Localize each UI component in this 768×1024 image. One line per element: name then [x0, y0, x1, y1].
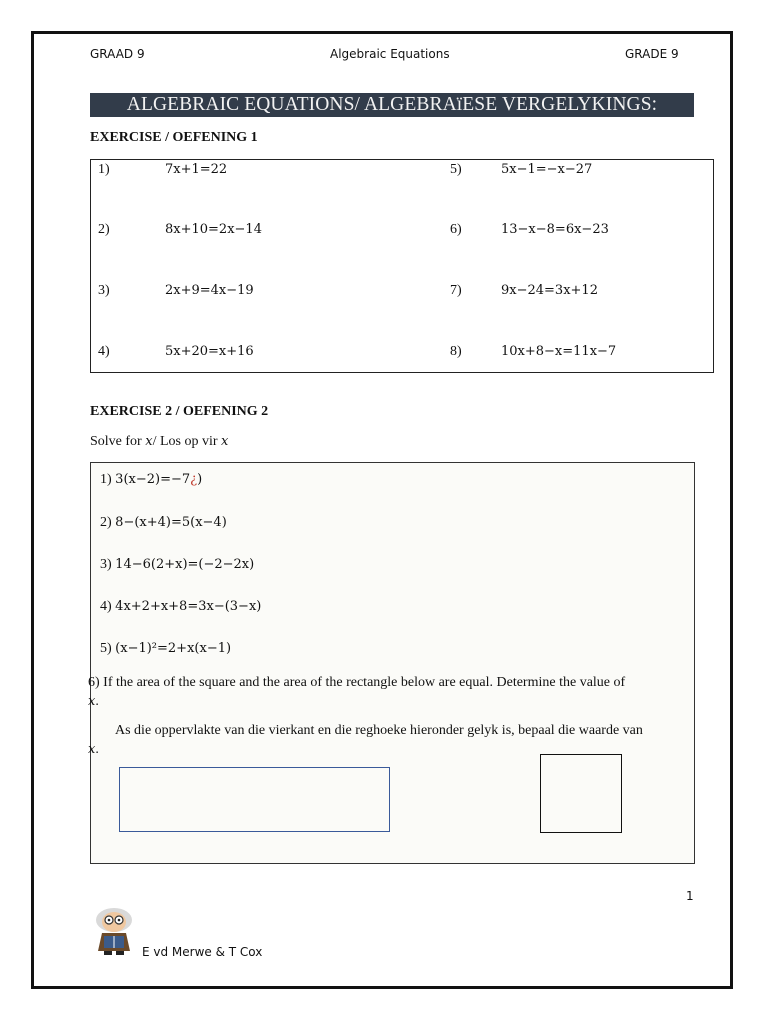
ex1-equation: 2x+9=4x−19: [165, 283, 254, 298]
ex2-expression: (x−1)²=2+x(x−1): [115, 641, 232, 656]
ex1-equation: 10x+8−x=11x−7: [501, 344, 617, 359]
ex2-expression: 4x+2+x+8=3x−(3−x): [115, 599, 262, 614]
ex1-item-num: 2): [98, 222, 110, 237]
ex2-question-num: 5): [100, 641, 112, 656]
ex2-expression: 8−(x+4)=5(x−4): [115, 515, 227, 530]
ex2-question-num: 3): [100, 557, 112, 572]
q6-english-text: 6) If the area of the square and the area of the rectangle below are equal. Determine the value of: [88, 675, 626, 690]
exercise1-heading: EXERCISE / OEFENING 1: [90, 130, 258, 145]
q6-english: 6) If the area of the square and the area of the rectangle below are equal. Determine the value of x.: [88, 675, 626, 709]
ex1-item-num: 3): [98, 283, 110, 298]
ex1-item-num: 5): [450, 162, 462, 177]
header-center: Algebraic Equations: [330, 47, 450, 61]
footer-author: E vd Merwe & T Cox: [142, 945, 263, 959]
instruction-prefix: Solve for: [90, 434, 146, 449]
page-number: 1: [686, 889, 694, 903]
q6-afrikaans-text: As die oppervlakte van die vierkant en die reghoeke hieronder gelyk is, bepaal die waarde van: [115, 723, 643, 738]
professor-logo-icon: [88, 903, 144, 959]
ex2-red-glyph: ¿: [190, 472, 198, 487]
exercise2-box: [90, 462, 695, 864]
page-title: ALGEBRAIC EQUATIONS/ ALGEBRAïESE VERGELYKINGS:: [90, 93, 694, 117]
ex2-question: [100, 515, 227, 531]
ex1-equation: 9x−24=3x+12: [501, 283, 598, 298]
ex1-item-num: 8): [450, 344, 462, 359]
ex1-item-num: 6): [450, 222, 462, 237]
ex1-item-num: 1): [98, 162, 110, 177]
header-left: GRAAD 9: [90, 47, 145, 61]
instruction-var: x: [145, 434, 153, 449]
q6-english-var: x: [88, 694, 96, 709]
ex2-trail: ): [197, 472, 203, 487]
ex1-equation: 8x+10=2x−14: [165, 222, 262, 237]
square-figure: [540, 754, 622, 833]
ex2-question-num: 4): [100, 599, 112, 614]
q6-afrikaans-var: x: [88, 742, 96, 757]
exercise2-instruction: [90, 434, 228, 450]
ex1-item-num: 4): [98, 344, 110, 359]
ex1-equation: 5x+20=x+16: [165, 344, 254, 359]
exercise2-heading: EXERCISE 2 / OEFENING 2: [90, 404, 269, 419]
ex2-question-num: 2): [100, 515, 112, 530]
ex2-expression: 3(x−2)=−7: [115, 472, 191, 487]
exercise1-box: [90, 159, 714, 373]
ex1-equation: 7x+1=22: [165, 162, 228, 177]
ex1-item-num: 7): [450, 283, 462, 298]
instruction-mid: / Los op vir: [152, 434, 222, 449]
q6-afrikaans: [88, 721, 684, 740]
ex2-question-num: 1): [100, 472, 112, 487]
ex2-question: [100, 599, 261, 615]
ex2-question: [100, 641, 231, 657]
ex2-expression: 14−6(2+x)=(−2−2x): [115, 557, 255, 572]
ex1-equation: 5x−1=−x−27: [501, 162, 593, 177]
ex1-equation: 13−x−8=6x−23: [501, 222, 609, 237]
ex2-question: [100, 472, 202, 488]
ex2-question: [100, 557, 254, 573]
rectangle-figure: [119, 767, 390, 832]
header-right: GRADE 9: [625, 47, 679, 61]
q6-afrikaans-var-line: x.: [88, 742, 99, 757]
instruction-var-2: x: [221, 434, 229, 449]
